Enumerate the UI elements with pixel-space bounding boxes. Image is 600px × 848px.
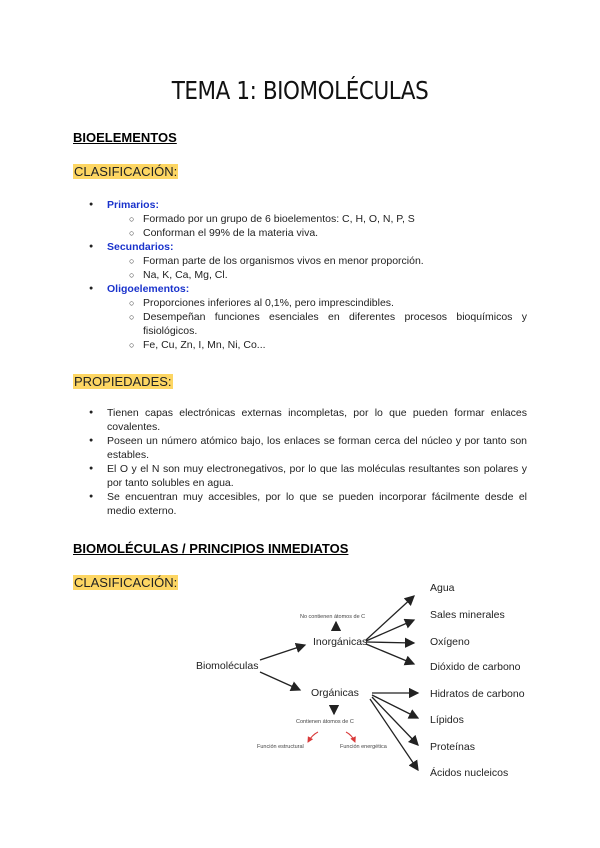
sub-list-item: ○ Desempeñan funciones esenciales en diferentes procesos bioquímicos y fisiológicos. [72,310,527,338]
node-organicas: Orgánicas [311,687,359,699]
leaf-acidos: Ácidos nucleicos [430,767,509,779]
node-inorganicas: Inorgánicas [313,636,368,648]
list-item: ● El O y el N son muy electronegativos, por lo que las moléculas resultantes son polares y por tanto solubles en agua. [72,462,527,490]
page-title: TEMA 1: BIOMOLÉCULAS [171,76,429,105]
section-heading-bioelementos: BIOELEMENTOS [73,130,177,145]
sub-list-item: ○ Formado por un grupo de 6 bioelementos: C, H, O, N, P, S [72,212,527,226]
sub-list-item: ○ Conforman el 99% de la materia viva. [72,226,527,240]
arrow-sales [366,620,414,641]
sub-list-item: ○ Proporciones inferiores al 0,1%, pero imprescindibles. [72,296,527,310]
leaf-hidratos: Hidratos de carbono [430,688,525,700]
list-item: ● Tienen capas electrónicas externas incompletas, por lo que pueden formar enlaces covalentes. [72,406,527,434]
sub-list-item: ○ Fe, Cu, Zn, I, Mn, Ni, Co... [72,338,527,352]
arrow-proteinas [372,697,418,745]
subheading-propiedades: PROPIEDADES: [74,374,172,389]
arrow-to-organicas [260,672,300,690]
arrow-dioxido [366,644,414,664]
leaf-sales-minerales: Sales minerales [430,609,505,621]
note-organicas: Contienen átomos de C [296,719,354,725]
arrow-funcion-energetica [346,732,355,742]
list-item: ● Poseen un número atómico bajo, los enlaces se forman cerca del núcleo y por tanto son estables. [72,434,527,462]
node-biomoleculas: Biomoléculas [196,660,259,672]
node-funcion-estructural: Función estructural [257,744,304,750]
arrow-agua [366,596,414,640]
list-item: ● Se encuentran muy accesibles, por lo que se pueden incorporar fácilmente desde el medio externo. [72,490,527,518]
arrow-acidos [370,699,418,770]
sub-list-item: ○ Na, K, Ca, Mg, Cl. [72,268,527,282]
arrow-funcion-estructural [308,732,318,742]
group-label: Primarios: [107,199,159,211]
group-label: Secundarios: [107,241,174,253]
sub-list-item: ○ Forman parte de los organismos vivos en menor proporción. [72,254,527,268]
section-heading-biomoleculas: BIOMOLÉCULAS / PRINCIPIOS INMEDIATOS [73,541,349,556]
arrow-lipidos [372,695,418,718]
arrow-to-inorganicas [260,645,305,660]
node-funcion-energetica: Función energética [340,744,387,750]
leaf-agua: Agua [430,582,455,594]
leaf-dioxido: Dióxido de carbono [430,661,521,673]
group-label: Oligoelementos: [107,283,190,295]
subheading-clasificacion: CLASIFICACIÓN: [74,164,178,179]
leaf-oxigeno: Oxígeno [430,636,470,648]
leaf-lipidos: Lípidos [430,714,464,726]
arrow-oxigeno [366,642,414,643]
leaf-proteinas: Proteínas [430,741,475,753]
note-inorganicas: No contienen átomos de C [300,614,366,620]
subheading-clasificacion-2: CLASIFICACIÓN: [74,575,178,590]
